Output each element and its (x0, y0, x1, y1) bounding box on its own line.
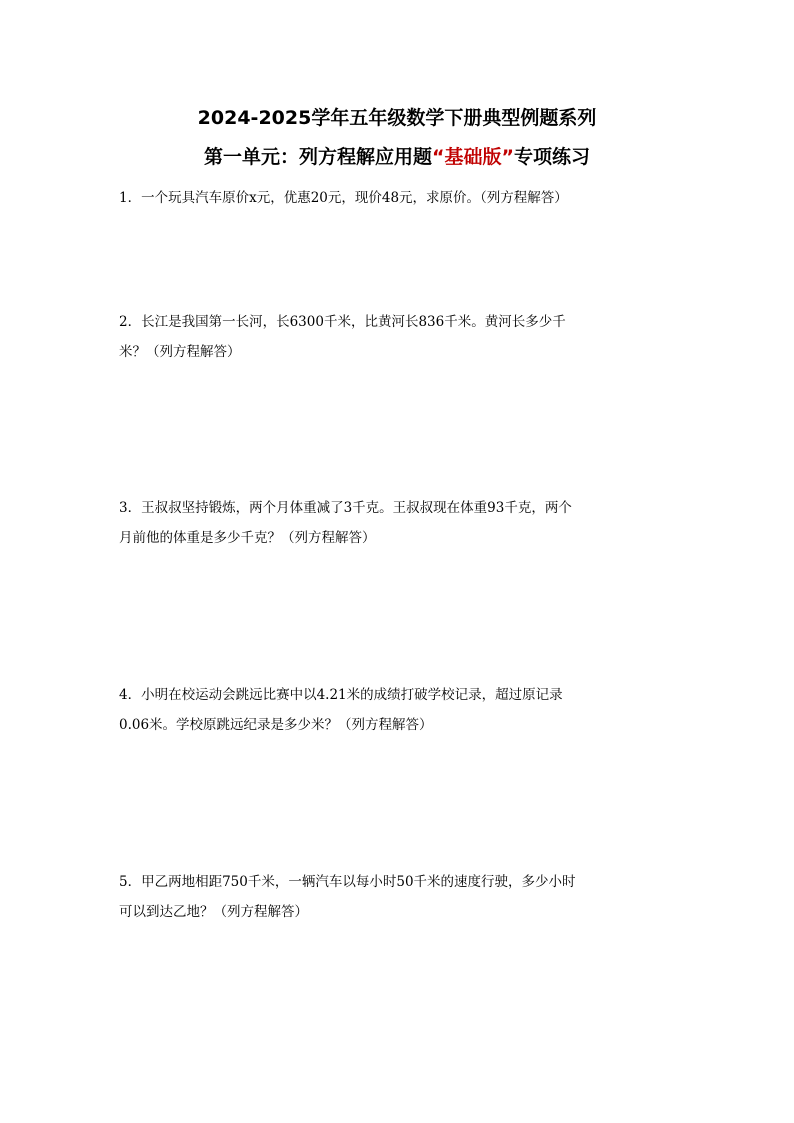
question-2-line-2: 米？（列方程解答） (119, 344, 241, 360)
worksheet-title (0, 103, 794, 130)
question-5 (119, 867, 679, 927)
subtitle-prefix: 第一单元：列方程解应用题 (203, 146, 432, 168)
subtitle-suffix: 专项练习 (513, 146, 590, 168)
question-2-line-1: 2．长江是我国第一长河，长6300千米，比黄河长836千米。黄河长多少千 (119, 314, 566, 330)
question-1-line-1: 1．一个玩具汽车原价x元，优惠20元，现价48元，求原价。（列方程解答） (119, 190, 568, 206)
question-5-line-2: 可以到达乙地？（列方程解答） (119, 904, 308, 920)
question-4-line-1: 4．小明在校运动会跳远比赛中以4.21米的成绩打破学校记录，超过原记录 (119, 687, 563, 703)
question-3 (119, 493, 679, 553)
title-line-1: 2024-2025学年五年级数学下册典型例题系列 (197, 107, 597, 129)
subtitle-highlight: “基础版” (432, 146, 514, 168)
question-3-line-2: 月前他的体重是多少千克？（列方程解答） (119, 530, 376, 546)
question-4 (119, 680, 679, 740)
question-2 (119, 307, 679, 367)
question-5-line-1: 5．甲乙两地相距750千米，一辆汽车以每小时50千米的速度行驶，多少小时 (119, 874, 576, 890)
question-4-line-2: 0.06米。学校原跳远纪录是多少米？（列方程解答） (119, 717, 433, 733)
worksheet-subtitle (0, 142, 794, 169)
question-3-line-1: 3．王叔叔坚持锻炼，两个月体重减了3千克。王叔叔现在体重93千克，两个 (119, 500, 572, 516)
question-1 (119, 183, 679, 213)
